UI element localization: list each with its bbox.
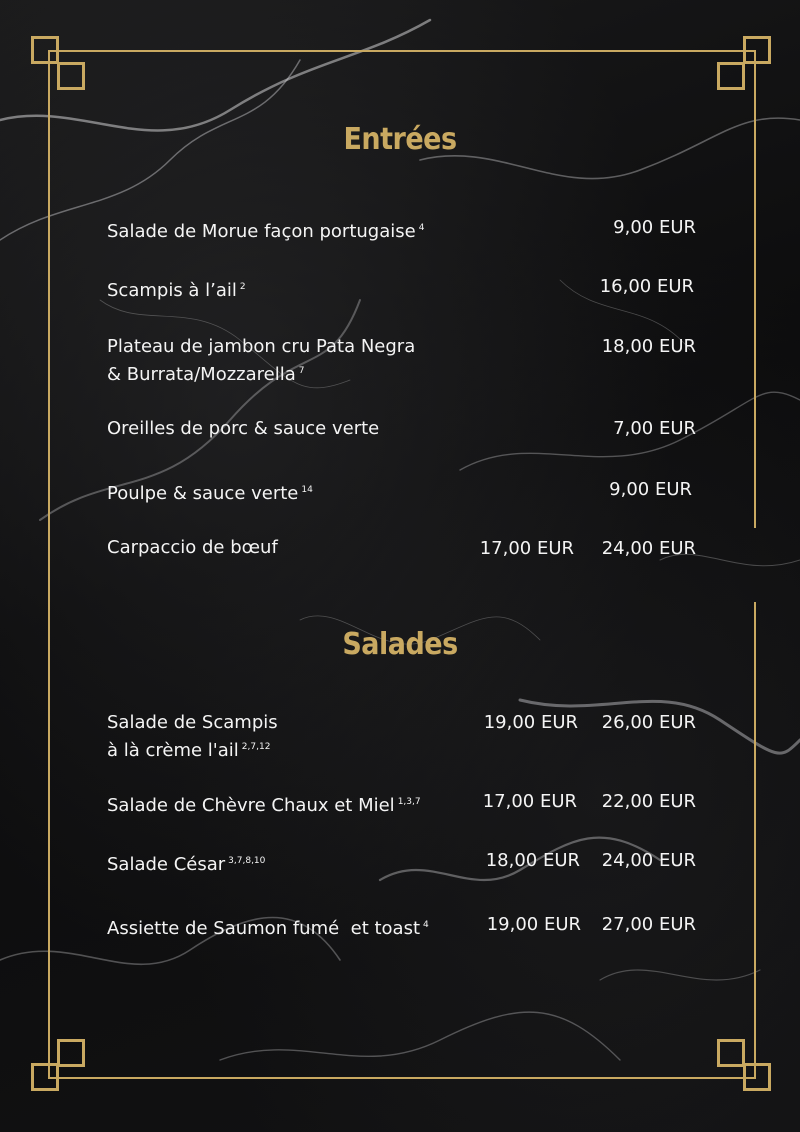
menu-item-name: Salade de Morue façon portugaise $^4$	[107, 221, 425, 242]
corner-ornament-bl-a	[31, 1063, 59, 1091]
allergen-codes: 4	[418, 223, 425, 233]
allergen-codes: 4	[423, 920, 429, 930]
menu-item-name: Salade de Scampis à là crème l'ail $^{2,7,12}$	[107, 712, 278, 761]
allergen-codes: 2	[239, 282, 246, 292]
menu-item-name: Salade de Chèvre Chaux et Miel $^{1,3,7}$	[107, 795, 421, 816]
menu-item-name: Poulpe & sauce verte $^{14}$	[107, 483, 313, 504]
menu-item-name: Assiette de Saumon fumé et toast $^4$	[107, 918, 429, 939]
menu-item-price-large: 26,00 EUR	[601, 712, 696, 733]
corner-ornament-br-a	[743, 1063, 771, 1091]
corner-ornament-tr-b	[717, 62, 745, 90]
corner-ornament-br-b	[717, 1039, 745, 1067]
menu-item-price-small: 17,00 EUR	[479, 538, 574, 559]
frame-bottom	[48, 1077, 756, 1079]
menu-item-price-small: 17,00 EUR	[482, 791, 577, 812]
section-title-entrees: Entrées	[343, 122, 457, 157]
allergen-codes: 1,3,7	[397, 797, 421, 807]
corner-ornament-tl-a	[31, 36, 59, 64]
menu-item-price-large: 24,00 EUR	[601, 850, 696, 871]
frame-left	[48, 50, 50, 1079]
corner-ornament-tr-a	[743, 36, 771, 64]
corner-ornament-tl-b	[57, 62, 85, 90]
menu-item-price: 7,00 EUR	[613, 418, 696, 439]
menu-item-price: 16,00 EUR	[599, 276, 694, 297]
menu-item-name: Scampis à l’ail $^2$	[107, 280, 246, 301]
frame-right-lower	[754, 602, 756, 1079]
menu-item-price-small: 19,00 EUR	[486, 914, 581, 935]
menu-item-price-large: 27,00 EUR	[601, 914, 696, 935]
menu-item-name: Plateau de jambon cru Pata Negra & Burrata/Mozzarella $^7$	[107, 336, 416, 385]
menu-item-name: Carpaccio de bœuf	[107, 537, 278, 558]
menu-item-price-large: 22,00 EUR	[601, 791, 696, 812]
allergen-codes: 3,7,8,10	[228, 856, 266, 866]
menu-item-price: 18,00 EUR	[601, 336, 696, 357]
allergen-codes: 7	[298, 366, 305, 376]
menu-item-name: Salade César $^{3,7,8,10}$	[107, 854, 266, 875]
menu-item-price-large: 24,00 EUR	[601, 538, 696, 559]
frame-top	[48, 50, 756, 52]
menu-item-price-small: 18,00 EUR	[485, 850, 580, 871]
menu-item-name: Oreilles de porc & sauce verte	[107, 418, 380, 439]
menu-item-price: 9,00 EUR	[609, 479, 692, 500]
menu-item-price-small: 19,00 EUR	[483, 712, 578, 733]
allergen-codes: 2,7,12	[241, 742, 271, 752]
menu-item-price: 9,00 EUR	[613, 217, 696, 238]
corner-ornament-bl-b	[57, 1039, 85, 1067]
section-title-salades: Salades	[342, 627, 458, 662]
allergen-codes: 14	[301, 485, 313, 495]
